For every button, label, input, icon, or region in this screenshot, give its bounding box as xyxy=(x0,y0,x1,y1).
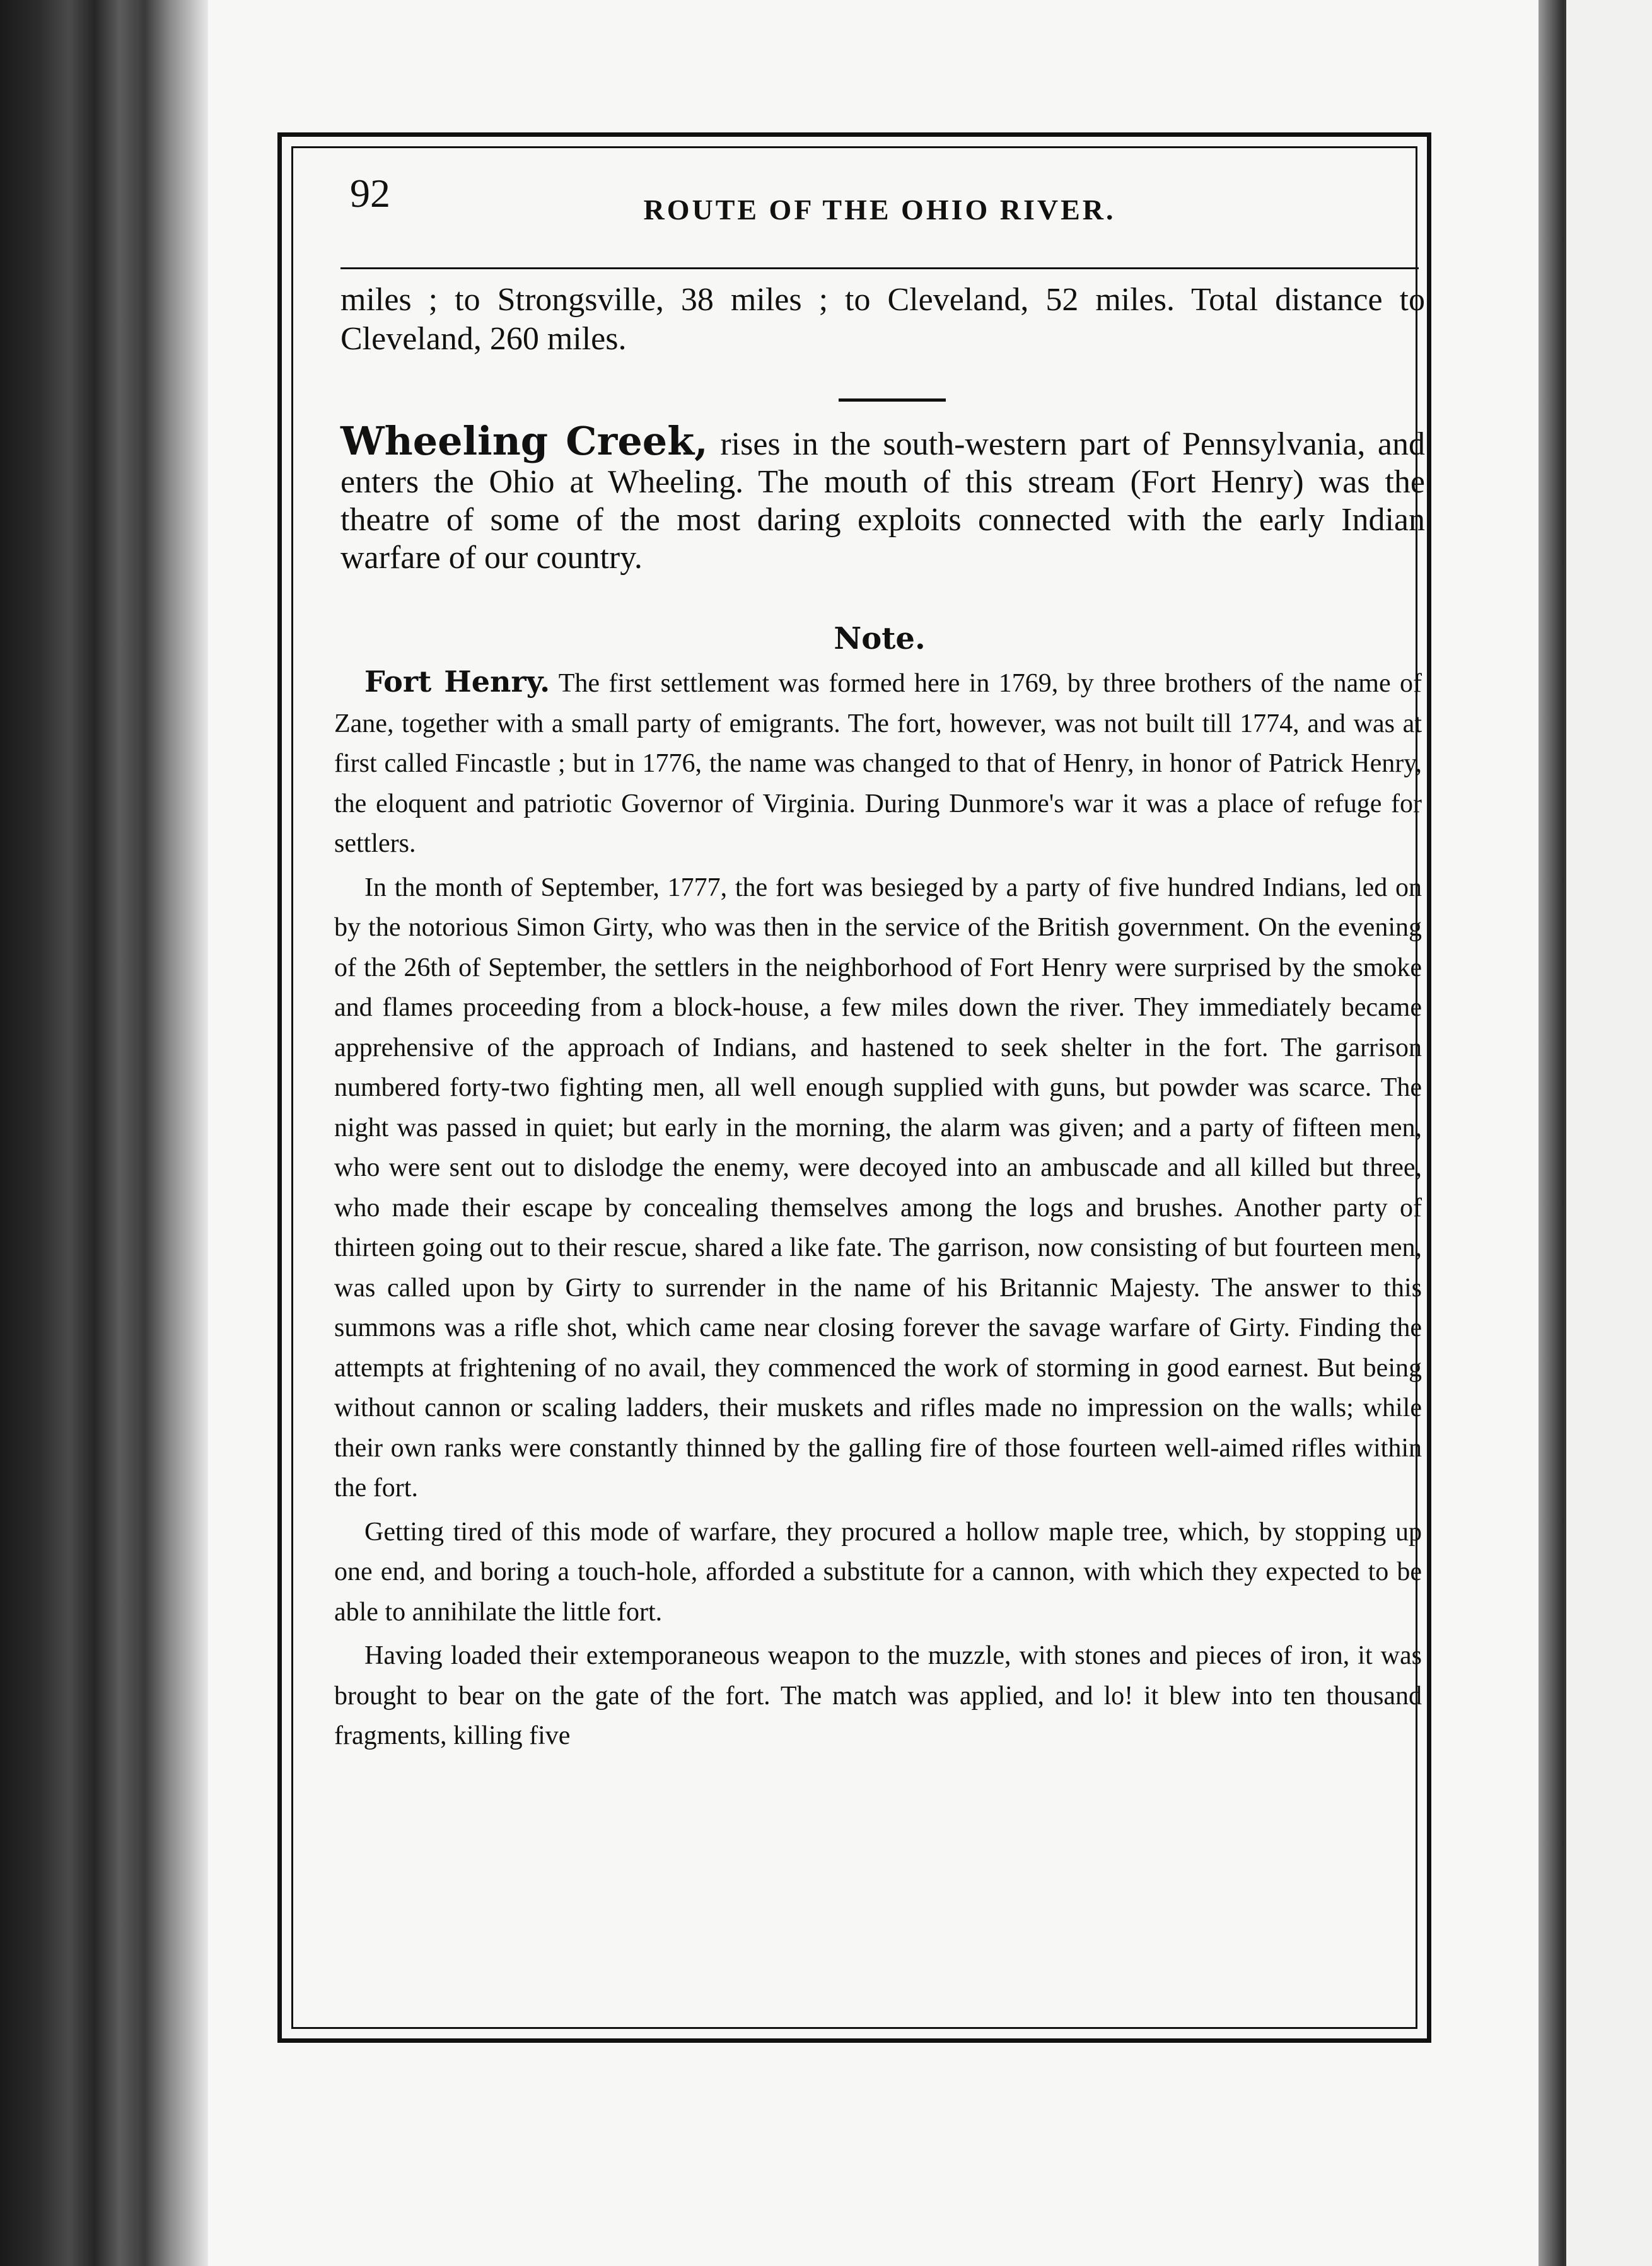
adjacent-page-edge xyxy=(1564,0,1652,2266)
page-number: 92 xyxy=(350,171,390,216)
note-paragraph: Getting tired of this mode of warfare, they procured a hollow maple tree, which, by stopping up one end, and boring a touch-hole, afforded a substitute for a cannon, with which they expected to be able to annihilate the little fort. xyxy=(334,1517,1422,1627)
running-title: ROUTE OF THE OHIO RIVER. xyxy=(643,194,1116,226)
note-paragraph: Having loaded their extemporaneous weapon to the muzzle, with stones and pieces of iron, it was brought to bear on the gate of the fort. The match was applied, and lo! it blew into ten thousand fragments, killing five xyxy=(334,1641,1422,1750)
section-divider xyxy=(839,398,946,402)
note-heading: Note. xyxy=(834,621,926,656)
wheeling-creek-title: Wheeling Creek, xyxy=(340,418,708,464)
note-paragraph xyxy=(334,662,1422,864)
note-paragraph-text: The first settlement was formed here in 1769, by three brothers of the name of Zane, together with a small party of emigrants. The fort, however, was not built till 1774, and was at first called Fincastle ; but in 1776, the name was changed to that of Henry, in honor of Patrick Henry, the eloquent and patriotic Governor of Virginia. During Dunmore's war it was a place of refuge for settlers. xyxy=(334,669,1422,858)
wheeling-creek-paragraph xyxy=(340,418,1425,577)
note-body xyxy=(334,662,1422,1757)
header-rule xyxy=(340,267,1419,269)
book-spine-edge xyxy=(0,0,208,2266)
lead-paragraph: miles ; to Strongsville, 38 miles ; to Cleveland, 52 miles. Total distance to Cleveland, 260 miles. xyxy=(340,282,1425,357)
fort-henry-title: Fort Henry. xyxy=(364,665,550,699)
note-paragraph: In the month of September, 1777, the fort was besieged by a party of five hundred Indians, led on by the notorious Simon Girty, who was then in the service of the British government. On the evening of the 26th of September, the settlers in the neighborhood of Fort Henry were surprised by the smoke and flames proceeding from a block-house, a few miles down the river. They immediately became apprehensive of the approach of Indians, and hastened to seek shelter in the fort. The garrison numbered forty-two fighting men, all well enough supplied with guns, but powder was scarce. The night was passed in quiet; but early in the morning, the alarm was given; and a party of fifteen men, who were sent out to dislodge the enemy, were decoyed into an ambuscade and all killed but three, who made their escape by concealing themselves among the logs and brushes. Another party of thirteen going out to their rescue, shared a like fate. The garrison, now consisting of but fourteen men, was called upon by Girty to surrender in the name of his Britannic Majesty. The answer to this summons was a rifle shot, which came near closing forever the savage warfare of Girty. Finding the attempts at frightening of no avail, they commenced the work of storming in good earnest. But being without cannon or scaling ladders, their muskets and rifles made no impression on the walls; while their own ranks were constantly thinned by the galling fire of those fourteen well-aimed rifles within the fort. xyxy=(334,873,1422,1502)
wheeling-creek-text: rises in the south-western part of Pennsylvania, and enters the Ohio at Wheeling. The mouth of this stream (Fort Henry) was the theatre of some of the most daring exploits connected with the early Indian warfare of our country. xyxy=(340,426,1425,576)
book-gutter xyxy=(1539,0,1564,2266)
page-content xyxy=(315,164,1444,2018)
page-header xyxy=(315,164,1444,233)
